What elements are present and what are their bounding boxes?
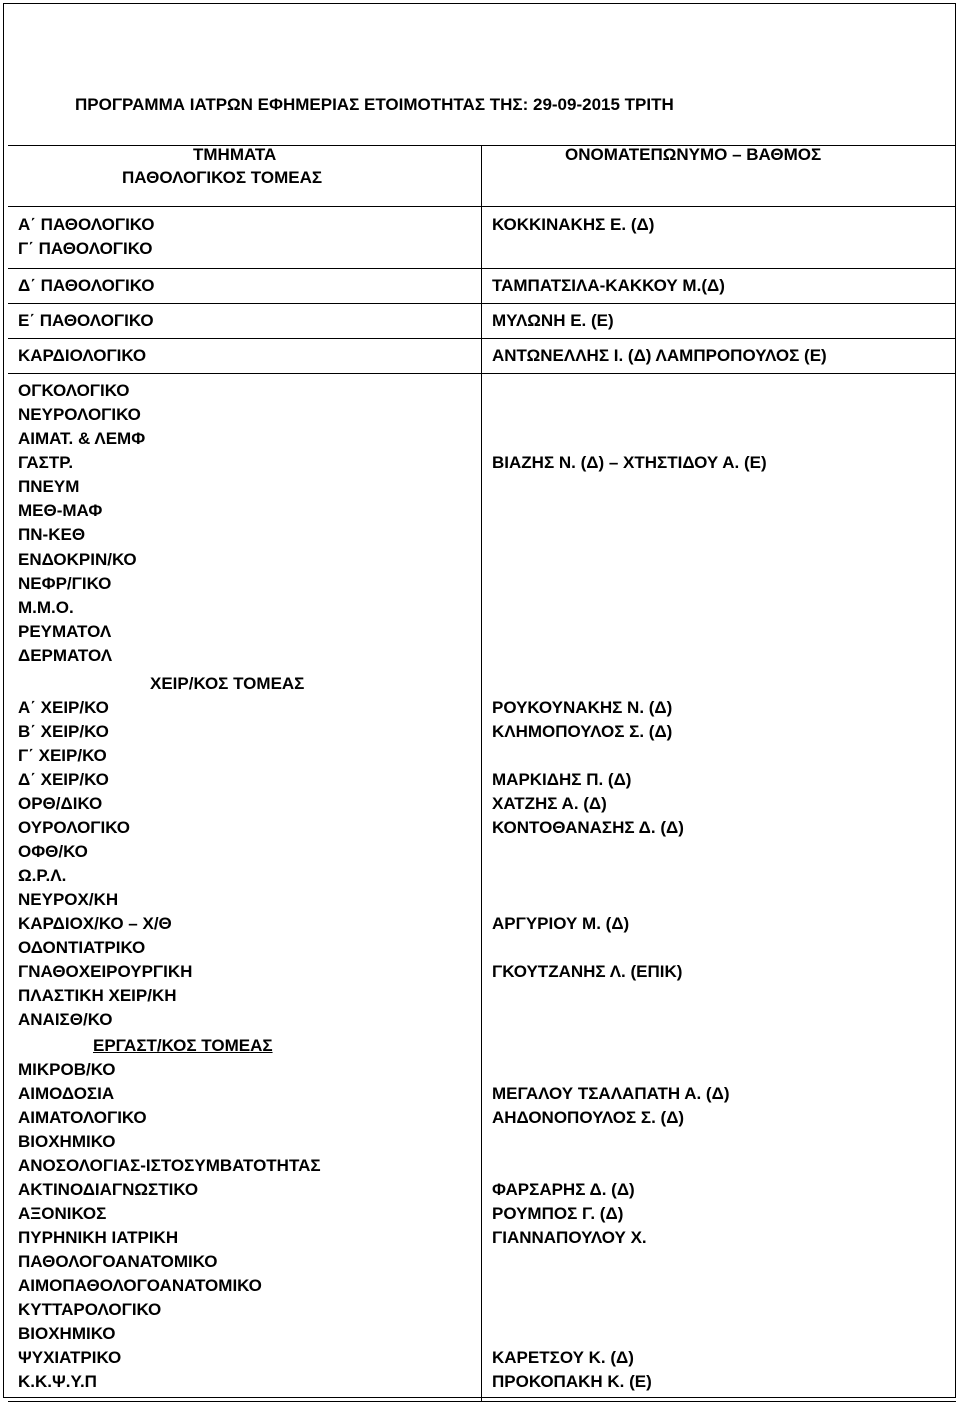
row-divider [8,268,956,269]
department-cell: ΕΝΔΟΚΡΙΝ/ΚΟ [18,550,137,569]
department-cell: ΠΝ-ΚΕΘ [18,525,86,544]
department-cell: ΒΙΟΧΗΜΙΚΟ [18,1132,116,1151]
department-cell: ΨΥΧΙΑΤΡΙΚΟ [18,1348,122,1367]
department-cell: ΓΝΑΘΟΧΕΙΡΟΥΡΓΙΚΗ [18,962,193,981]
department-cell: ΔΕΡΜΑΤΟΛ [18,646,113,665]
header-pathology-sector: ΠΑΘΟΛΟΓΙΚΟΣ ΤΟΜΕΑΣ [122,168,323,187]
department-cell: ΚΑΡΔΙΟΛΟΓΙΚΟ [18,346,147,365]
department-cell: ΜΙΚΡΟΒ/ΚΟ [18,1060,116,1079]
doctor-cell: ΜΑΡΚΙΔΗΣ Π. (Δ) [492,770,632,789]
department-cell: Α΄ ΠΑΘΟΛΟΓΙΚΟ [18,215,155,234]
department-cell: Δ΄ ΧΕΙΡ/ΚΟ [18,770,109,789]
department-cell: Ε΄ ΠΑΘΟΛΟΓΙΚΟ [18,311,154,330]
department-cell: ΓΑΣΤΡ. [18,453,74,472]
doctor-cell: ΚΟΚΚΙΝΑΚΗΣ Ε. (Δ) [492,215,655,234]
doctor-cell: ΧΑΤΖΗΣ Α. (Δ) [492,794,607,813]
department-cell: ΑΝΑΙΣΘ/ΚΟ [18,1010,113,1029]
doctor-cell: ΒΙΑΖΗΣ Ν. (Δ) – ΧΤΗΣΤΙΔΟΥ Α. (Ε) [492,453,767,472]
department-cell: ΑΞΟΝΙΚΟΣ [18,1204,107,1223]
row-divider [8,303,956,304]
department-cell: ΑΚΤΙΝΟΔΙΑΓΝΩΣΤΙΚΟ [18,1180,199,1199]
department-cell: Δ΄ ΠΑΘΟΛΟΓΙΚΟ [18,276,155,295]
department-cell: ΠΝΕΥΜ [18,477,80,496]
department-cell: Ω.Ρ.Λ. [18,866,67,885]
doctor-cell: ΚΑΡΕΤΣΟΥ Κ. (Δ) [492,1348,634,1367]
department-cell: ΑΙΜΟΠΑΘΟΛΟΓΟΑΝΑΤΟΜΙΚΟ [18,1276,262,1295]
row-divider [8,373,956,374]
doctor-cell: ΓΙΑΝΝΑΠΟΥΛΟΥ Χ. [492,1228,647,1247]
department-cell: ΑΝΟΣΟΛΟΓΙΑΣ-ΙΣΤΟΣΥΜΒΑΤΟΤΗΤΑΣ [18,1156,321,1175]
department-cell: ΟΡΘ/ΔΙΚΟ [18,794,103,813]
doctor-cell: ΑΗΔΟΝΟΠΟΥΛΟΣ Σ. (Δ) [492,1108,685,1127]
header-name-rank: ΟΝΟΜΑΤΕΠΩΝΥΜΟ – ΒΑΘΜΟΣ [565,145,822,164]
department-cell: ΜΕΘ-ΜΑΦ [18,501,103,520]
department-cell: ΡΕΥΜΑΤΟΛ [18,622,112,641]
sector-surgical: ΧΕΙΡ/ΚΟΣ ΤΟΜΕΑΣ [150,674,305,693]
department-cell: ΒΙΟΧΗΜΙΚΟ [18,1324,116,1343]
department-cell: ΚΥΤΤΑΡΟΛΟΓΙΚΟ [18,1300,162,1319]
department-cell: Κ.Κ.Ψ.Υ.Π [18,1372,97,1391]
column-divider [481,145,482,1401]
sector-laboratory: ΕΡΓΑΣΤ/ΚΟΣ ΤΟΜΕΑΣ [93,1036,273,1055]
department-cell: ΝΕΥΡΟΛΟΓΙΚΟ [18,405,141,424]
row-divider [8,338,956,339]
department-cell: Γ΄ ΧΕΙΡ/ΚΟ [18,746,107,765]
page-title: ΠΡΟΓΡΑΜΜΑ ΙΑΤΡΩΝ ΕΦΗΜΕΡΙΑΣ ΕΤΟΙΜΟΤΗΤΑΣ ΤΗΣ: 29-09-2015 ΤΡΙΤΗ [75,95,674,114]
doctor-cell: ΚΟΝΤΟΘΑΝΑΣΗΣ Δ. (Δ) [492,818,684,837]
department-cell: ΚΑΡΔΙΟΧ/ΚΟ – Χ/Θ [18,914,172,933]
department-cell: ΠΥΡΗΝΙΚΗ ΙΑΤΡΙΚΗ [18,1228,179,1247]
department-cell: ΑΙΜΟΔΟΣΙΑ [18,1084,115,1103]
header-departments: ΤΜΗΜΑΤΑ [193,145,277,164]
department-cell: Γ΄ ΠΑΘΟΛΟΓΙΚΟ [18,239,153,258]
department-cell: ΟΔΟΝΤΙΑΤΡΙΚΟ [18,938,146,957]
doctor-cell: ΓΚΟΥΤΖΑΝΗΣ Λ. (ΕΠΙΚ) [492,962,683,981]
doctor-cell: ΜΕΓΑΛΟΥ ΤΣΑΛΑΠΑΤΗ Α. (Δ) [492,1084,730,1103]
doctor-cell: ΦΑΡΣΑΡΗΣ Δ. (Δ) [492,1180,635,1199]
department-cell: ΠΛΑΣΤΙΚΗ ΧΕΙΡ/ΚΗ [18,986,177,1005]
doctor-cell: ΤΑΜΠΑΤΣΙΛΑ-ΚΑΚΚΟΥ Μ.(Δ) [492,276,725,295]
department-cell: ΟΥΡΟΛΟΓΙΚΟ [18,818,130,837]
department-cell: ΟΓΚΟΛΟΓΙΚΟ [18,381,130,400]
doctor-cell: ΚΛΗΜΟΠΟΥΛΟΣ Σ. (Δ) [492,722,673,741]
doctor-cell: ΜΥΛΩΝΗ Ε. (Ε) [492,311,614,330]
doctor-cell: ΑΝΤΩΝΕΛΛΗΣ Ι. (Δ) ΛΑΜΠΡΟΠΟΥΛΟΣ (Ε) [492,346,827,365]
department-cell: Μ.Μ.Ο. [18,598,74,617]
doctor-cell: ΡΟΥΜΠΟΣ Γ. (Δ) [492,1204,624,1223]
department-cell: ΝΕΥΡΟΧ/ΚΗ [18,890,119,909]
department-cell: Β΄ ΧΕΙΡ/ΚΟ [18,722,109,741]
department-cell: ΟΦΘ/ΚΟ [18,842,88,861]
department-cell: ΑΙΜΑΤΟΛΟΓΙΚΟ [18,1108,147,1127]
doctor-cell: ΠΡΟΚΟΠΑΚΗ Κ. (Ε) [492,1372,652,1391]
doctor-cell: ΑΡΓΥΡΙΟΥ Μ. (Δ) [492,914,630,933]
row-divider [8,206,956,207]
doctor-cell: ΡΟΥΚΟΥΝΑΚΗΣ Ν. (Δ) [492,698,673,717]
department-cell: ΑΙΜΑΤ. & ΛΕΜΦ [18,429,146,448]
department-cell: Α΄ ΧΕΙΡ/ΚΟ [18,698,109,717]
department-cell: ΝΕΦΡ/ΓΙΚΟ [18,574,112,593]
department-cell: ΠΑΘΟΛΟΓΟΑΝΑΤΟΜΙΚΟ [18,1252,218,1271]
